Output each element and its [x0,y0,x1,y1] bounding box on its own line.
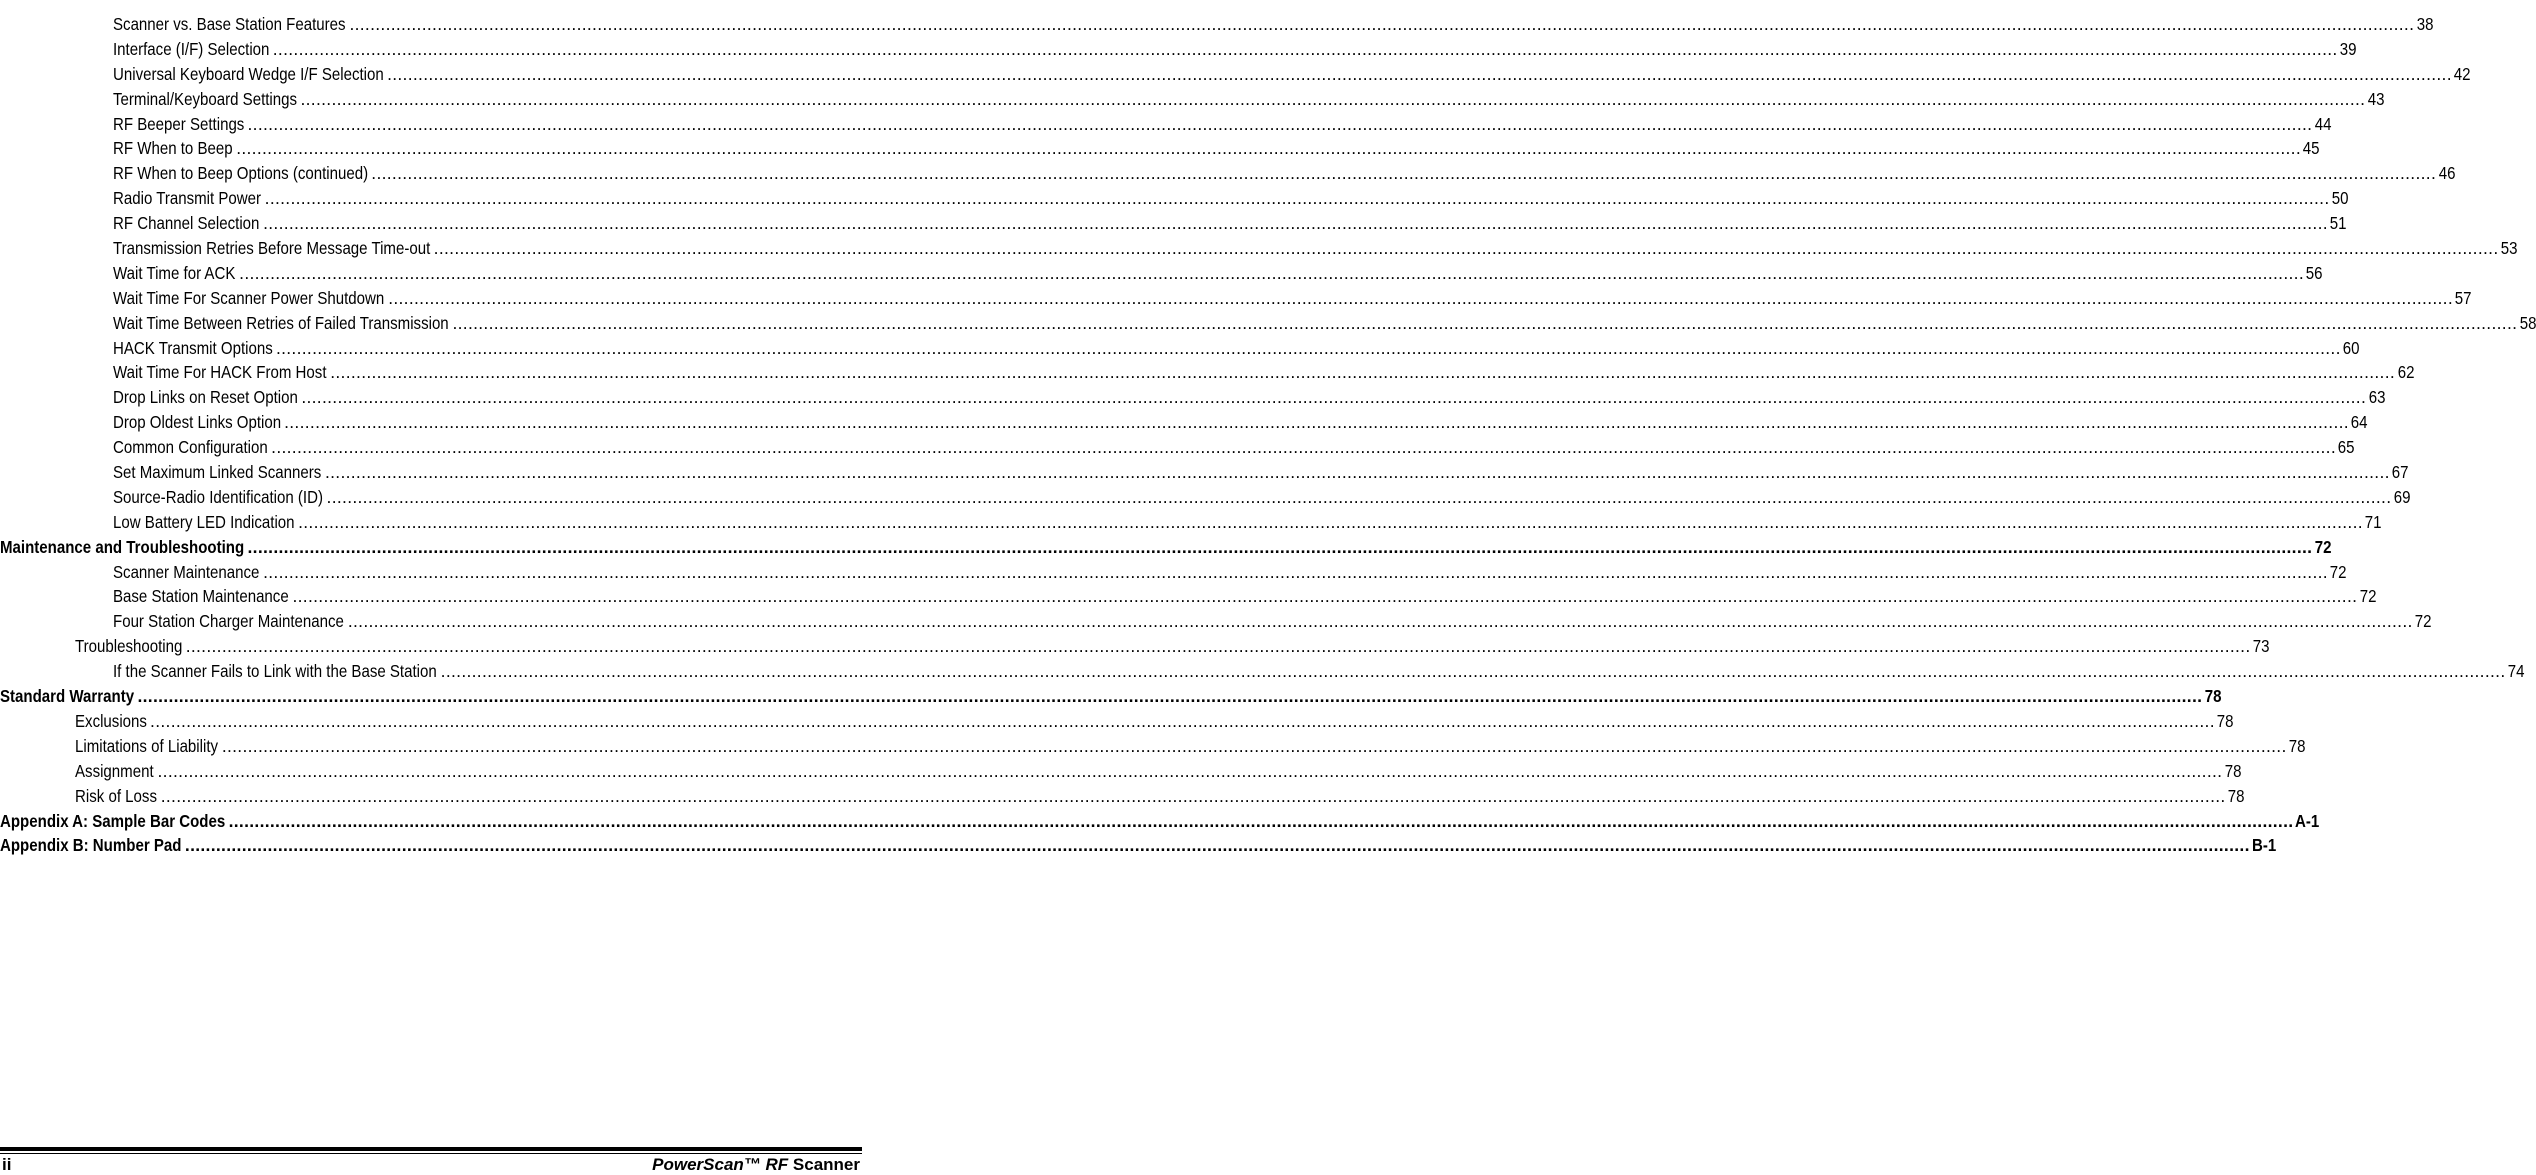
toc-entry-page: 64 [2351,412,2368,433]
toc-entry[interactable] [0,336,2360,361]
toc-entry-leader: ................................................................................................................................................................................................................................................................................................................................................................................................................ [330,362,2396,383]
toc-entry-leader: ................................................................................................................................................................................................................................................................................................................................................................................................................ [157,760,2223,781]
toc-entry-leader: ................................................................................................................................................................................................................................................................................................................................................................................................................ [228,810,2294,831]
toc-entry-title: Maintenance and Troubleshooting [0,536,245,557]
toc-entry-title: Set Maximum Linked Scanners [113,462,322,483]
toc-entry-page: 38 [2416,14,2434,34]
footer-page-number: ii [2,1155,12,1174]
toc-entry-page: 78 [2217,710,2234,731]
toc-entry[interactable] [0,510,2382,535]
toc-entry-page: 60 [2342,337,2360,358]
toc-entry[interactable] [0,560,2347,585]
toc-entry-page: 39 [2339,38,2357,59]
toc-entry-title: Appendix B: Number Pad [0,835,182,856]
toc-entry[interactable] [0,709,2234,734]
toc-entry-title: Wait Time For Scanner Power Shutdown [113,287,385,308]
toc-entry-title: RF Channel Selection [113,213,260,234]
toc-entry-title: Universal Keyboard Wedge I/F Selection [113,63,384,84]
toc-entry-leader: ................................................................................................................................................................................................................................................................................................................................................................................................................ [347,611,2413,632]
toc-entry-page: 62 [2397,362,2414,383]
toc-entry-title: Standard Warranty [0,686,135,707]
toc-entry-leader: ................................................................................................................................................................................................................................................................................................................................................................................................................ [387,63,2452,84]
toc-entry-page: 46 [2438,163,2456,184]
toc-entry-title: Common Configuration [113,437,268,458]
toc-entry-leader: ................................................................................................................................................................................................................................................................................................................................................................................................................ [298,511,2363,532]
toc-entry[interactable] [0,684,2222,709]
toc-entry[interactable] [0,136,2320,161]
toc-entry-leader: ................................................................................................................................................................................................................................................................................................................................................................................................................ [264,188,2330,209]
toc-entry-page: 72 [2330,561,2347,582]
toc-entry-title: Source-Radio Identification (ID) [113,486,323,507]
toc-entry-page: 42 [2454,63,2471,84]
toc-entry-title: Wait Time Between Retries of Failed Transmission [113,312,449,333]
toc-entry-page: 51 [2330,213,2347,234]
toc-entry[interactable] [0,410,2368,435]
toc-entry-page: 67 [2391,462,2409,483]
toc-entry-leader: ................................................................................................................................................................................................................................................................................................................................................................................................................ [271,437,2336,458]
toc-entry[interactable] [0,161,2456,186]
toc-entry[interactable] [0,460,2409,485]
toc-entry-leader: ................................................................................................................................................................................................................................................................................................................................................................................................................ [440,661,2506,682]
toc-entry[interactable] [0,659,2525,684]
toc-entry-leader: ................................................................................................................................................................................................................................................................................................................................................................................................................ [301,387,2367,408]
toc-entry-title: RF Beeper Settings [113,113,245,134]
toc-entry[interactable] [0,809,2320,834]
toc-entry-title: Interface (I/F) Selection [113,38,270,59]
toc-entry-leader: ................................................................................................................................................................................................................................................................................................................................................................................................................ [160,785,2226,806]
toc-entry-page: 53 [2500,238,2518,259]
toc-entry-title: Radio Transmit Power [113,188,262,209]
toc-entry-page: 71 [2365,511,2382,532]
toc-entry[interactable] [0,784,2245,809]
toc-entry-title: Assignment [75,760,154,781]
toc-entry[interactable] [0,12,2434,37]
toc-entry-title: Drop Oldest Links Option [113,412,282,433]
toc-entry-title: Low Battery LED Indication [113,511,295,532]
toc-entry-leader: ................................................................................................................................................................................................................................................................................................................................................................................................................ [349,14,2415,34]
toc-entry-page: 73 [2252,636,2270,657]
footer-product-italic: PowerScan™ RF [652,1155,789,1174]
toc-entry[interactable] [0,609,2432,634]
toc-entry-leader: ................................................................................................................................................................................................................................................................................................................................................................................................................ [236,138,2302,159]
toc-entry-leader: ................................................................................................................................................................................................................................................................................................................................................................................................................ [452,312,2518,333]
toc-entry-page: B-1 [2251,835,2276,856]
toc-entry-leader: ................................................................................................................................................................................................................................................................................................................................................................................................................ [263,213,2328,234]
toc-entry-page: 78 [2224,760,2242,781]
toc-entry-title: Risk of Loss [75,785,157,806]
toc-entry[interactable] [0,87,2385,112]
toc-entry-leader: ................................................................................................................................................................................................................................................................................................................................................................................................................ [300,88,2366,109]
toc-entry-title: Terminal/Keyboard Settings [113,88,298,109]
footer-product-name [652,1155,860,1175]
toc-entry-title: Scanner vs. Base Station Features [113,14,346,34]
toc-entry[interactable] [0,385,2386,410]
toc-entry-leader: ................................................................................................................................................................................................................................................................................................................................................................................................................ [275,337,2341,358]
toc-entry-title: Scanner Maintenance [113,561,260,582]
toc-entry-page: 57 [2455,287,2472,308]
toc-entry-page: 72 [2314,536,2332,557]
toc-entry[interactable] [0,634,2270,659]
toc-entry-title: Troubleshooting [75,636,183,657]
toc-entry-page: 56 [2306,262,2323,283]
toc-entry-leader: ................................................................................................................................................................................................................................................................................................................................................................................................................ [247,536,2313,557]
toc-entry[interactable] [0,535,2332,560]
toc-entry[interactable] [0,236,2518,261]
toc-entry-leader: ................................................................................................................................................................................................................................................................................................................................................................................................................ [185,636,2251,657]
toc-entry-title: Wait Time For HACK From Host [113,362,327,383]
toc-entry[interactable] [0,759,2242,784]
toc-entry-leader: ................................................................................................................................................................................................................................................................................................................................................................................................................ [371,163,2437,184]
toc-entry-page: 50 [2331,188,2349,209]
toc-entry-page: 78 [2227,785,2245,806]
toc-entry-title: Transmission Retries Before Message Time-out [113,238,431,259]
toc-entry-title: HACK Transmit Options [113,337,273,358]
footer-rule-thin [0,1153,862,1154]
toc-entry[interactable] [0,360,2414,385]
toc-entry[interactable] [0,311,2536,336]
toc-entry-leader: ................................................................................................................................................................................................................................................................................................................................................................................................................ [326,486,2392,507]
table-of-contents [0,12,2536,858]
toc-entry-page: 63 [2368,387,2386,408]
toc-entry-leader: ................................................................................................................................................................................................................................................................................................................................................................................................................ [284,412,2349,433]
toc-entry-title: Exclusions [75,710,147,731]
toc-entry-leader: ................................................................................................................................................................................................................................................................................................................................................................................................................ [263,561,2328,582]
toc-entry-page: 74 [2507,661,2525,682]
toc-entry[interactable] [0,62,2471,87]
toc-entry-title: If the Scanner Fails to Link with the Base Station [113,661,437,682]
toc-entry-leader: ................................................................................................................................................................................................................................................................................................................................................................................................................ [292,586,2358,607]
toc-entry-page: 72 [2414,611,2432,632]
toc-entry-page: 43 [2367,88,2385,109]
toc-entry-leader: ................................................................................................................................................................................................................................................................................................................................................................................................................ [184,835,2250,856]
toc-entry-page: 72 [2359,586,2377,607]
toc-entry-leader: ................................................................................................................................................................................................................................................................................................................................................................................................................ [433,238,2499,259]
footer-rule [0,1147,862,1151]
toc-entry-title: Limitations of Liability [75,735,219,756]
toc-entry[interactable] [0,485,2411,510]
toc-entry-leader: ................................................................................................................................................................................................................................................................................................................................................................................................................ [272,38,2338,59]
toc-entry-leader: ................................................................................................................................................................................................................................................................................................................................................................................................................ [137,686,2203,707]
toc-entry[interactable] [0,833,2276,858]
toc-entry-leader: ................................................................................................................................................................................................................................................................................................................................................................................................................ [247,113,2313,134]
toc-entry[interactable] [0,435,2355,460]
toc-entry-title: Wait Time for ACK [113,262,236,283]
toc-entry[interactable] [0,286,2472,311]
toc-entry-title: Base Station Maintenance [113,586,289,607]
toc-entry-leader: ................................................................................................................................................................................................................................................................................................................................................................................................................ [239,262,2304,283]
toc-entry-title: Four Station Charger Maintenance [113,611,344,632]
toc-entry-title: Appendix A: Sample Bar Codes [0,810,226,831]
toc-entry-page: 78 [2204,686,2222,707]
toc-entry[interactable] [0,211,2347,236]
toc-entry[interactable] [0,584,2377,609]
footer-product-suffix: Scanner [788,1155,860,1174]
toc-entry-page: 78 [2288,735,2306,756]
toc-entry-page: 69 [2393,486,2411,507]
toc-entry-page: 44 [2314,113,2332,134]
toc-entry-page: 65 [2338,437,2355,458]
toc-entry-leader: ................................................................................................................................................................................................................................................................................................................................................................................................................ [388,287,2454,308]
toc-entry-page: 58 [2519,312,2536,333]
toc-entry-leader: ................................................................................................................................................................................................................................................................................................................................................................................................................ [324,462,2390,483]
toc-entry-title: RF When to Beep Options (continued) [113,163,369,184]
toc-entry[interactable] [0,186,2349,211]
toc-entry-leader: ................................................................................................................................................................................................................................................................................................................................................................................................................ [150,710,2215,731]
toc-entry-page: A-1 [2295,810,2320,831]
toc-entry[interactable] [0,734,2306,759]
toc-entry-leader: ................................................................................................................................................................................................................................................................................................................................................................................................................ [221,735,2287,756]
toc-entry[interactable] [0,112,2332,137]
toc-entry-page: 45 [2303,138,2320,159]
toc-entry-title: RF When to Beep [113,138,233,159]
toc-entry-title: Drop Links on Reset Option [113,387,298,408]
toc-entry[interactable] [0,37,2357,62]
toc-entry[interactable] [0,261,2323,286]
